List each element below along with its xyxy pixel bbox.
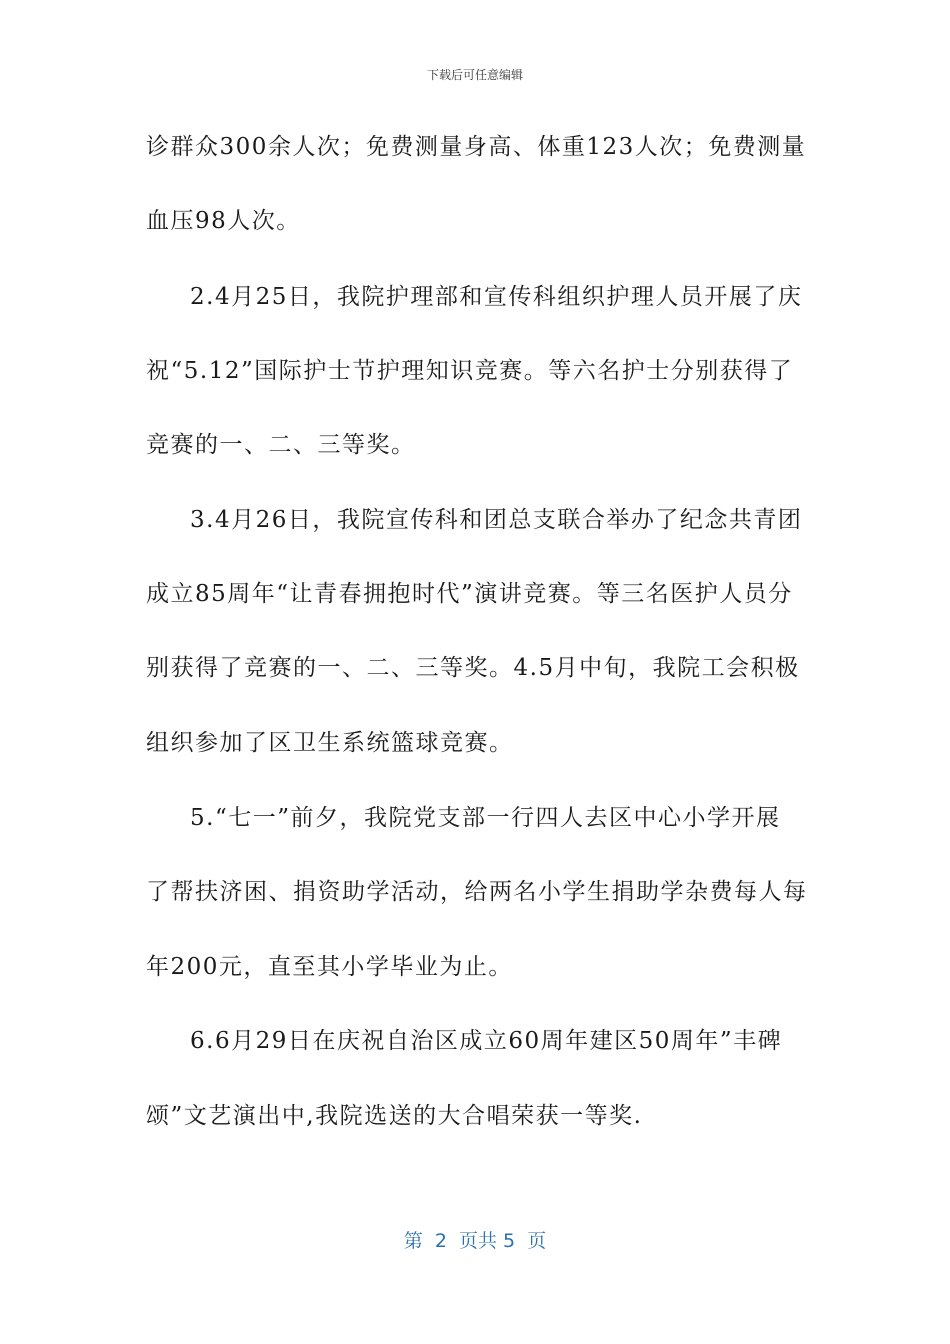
- body-line: 了帮扶济困、捐资助学活动，给两名小学生捐助学杂费每人每: [146, 879, 808, 905]
- body-line: 别获得了竞赛的一、二、三等奖。4.5月中旬，我院工会积极: [146, 655, 800, 681]
- body-line: 2.4月25日，我院护理部和宣传科组织护理人员开展了庆: [190, 284, 803, 310]
- body-line: 血压98人次。: [146, 208, 301, 234]
- body-line: 3.4月26日，我院宣传科和团总支联合举办了纪念共青团: [190, 507, 803, 533]
- page-number-footer: 第 2 页共 5 页: [403, 1230, 547, 1252]
- body-line: 祝“5.12”国际护士节护理知识竞赛。等六名护士分别获得了: [146, 358, 794, 384]
- body-line: 诊群众300余人次；免费测量身高、体重123人次；免费测量: [146, 134, 807, 160]
- body-line: 年200元，直至其小学毕业为止。: [146, 954, 513, 980]
- body-line: 5.“七一”前夕，我院党支部一行四人去区中心小学开展: [190, 805, 781, 831]
- body-line: 6.6月29日在庆祝自治区成立60周年建区50周年”丰碑: [190, 1028, 783, 1054]
- body-line: 组织参加了区卫生系统篮球竞赛。: [146, 730, 514, 756]
- body-line: 颂”文艺演出中,我院选送的大合唱荣获一等奖.: [146, 1103, 643, 1129]
- page-header: 下载后可任意编辑: [426, 68, 523, 82]
- body-line: 成立85周年“让青春拥抱时代”演讲竞赛。等三名医护人员分: [146, 581, 793, 607]
- body-line: 竞赛的一、二、三等奖。: [146, 432, 416, 458]
